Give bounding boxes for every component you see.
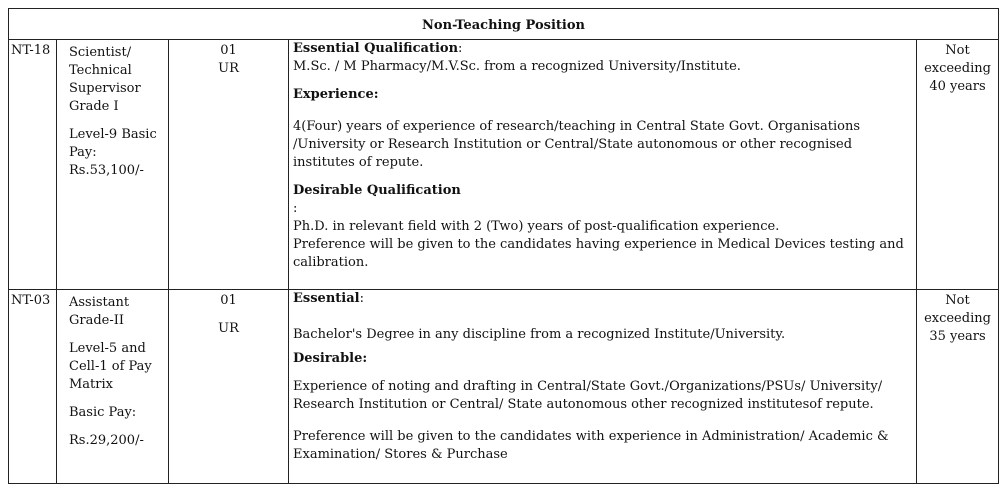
vacancy-count: 01	[220, 43, 237, 58]
table-header-row	[9, 9, 999, 40]
qualification-cell	[289, 40, 917, 290]
experience-line: institutes of repute.	[293, 155, 424, 170]
post-name-line: Grade-II	[69, 313, 125, 328]
essential-heading: Essential	[293, 291, 360, 306]
desirable-colon: :	[293, 201, 298, 216]
post-name-line: Assistant	[69, 295, 130, 310]
desirable-line: Ph.D. in relevant field with 2 (Two) years of post-qualification experience.	[293, 219, 780, 234]
basic-pay-value: Rs.29,200/-	[69, 433, 144, 448]
level-line: Level-5 and	[69, 341, 146, 356]
pay-line: Level-9 Basic	[69, 127, 157, 142]
desirable-heading: Desirable Qualification	[293, 183, 461, 198]
essential-text: Bachelor's Degree in any discipline from a recognized Institute/University.	[293, 327, 786, 342]
desirable-heading: Desirable:	[293, 351, 368, 366]
age-line: exceeding	[924, 61, 991, 76]
basic-pay-label: Basic Pay:	[69, 405, 137, 420]
essential-heading: Essential Qualification	[293, 41, 459, 56]
level-line: Cell-1 of Pay	[69, 359, 152, 374]
post-name-line: Technical	[69, 63, 132, 78]
level-line: Matrix	[69, 377, 113, 392]
post-name-line: Scientist/	[69, 45, 132, 60]
essential-text: M.Sc. / M Pharmacy/M.V.Sc. from a recognized University/Institute.	[293, 59, 741, 74]
post-code: NT-03	[9, 290, 57, 484]
desirable-line: Preference will be given to the candidates having experience in Medical Devices testing and	[293, 237, 904, 252]
post-name-cell	[57, 290, 169, 484]
age-line: Not	[945, 293, 970, 308]
table-row	[9, 40, 999, 290]
vacancy-cell	[169, 290, 289, 484]
experience-line: /University or Research Institution or Central/State autonomous or other recognised	[293, 137, 853, 152]
preference-line: Examination/ Stores & Purchase	[293, 447, 508, 462]
age-limit-cell	[917, 40, 999, 290]
vacancy-count: 01	[220, 293, 237, 308]
desirable-line: calibration.	[293, 255, 369, 270]
post-code: NT-18	[9, 40, 57, 290]
vacancy-cell	[169, 40, 289, 290]
age-limit-cell	[917, 290, 999, 484]
table-title: Non-Teaching Position	[9, 9, 999, 40]
preference-line: Preference will be given to the candidates with experience in Administration/ Academic &	[293, 429, 889, 444]
vacancy-category: UR	[218, 61, 239, 76]
age-line: 40 years	[929, 79, 986, 94]
positions-table	[8, 8, 999, 484]
post-name-line: Grade I	[69, 99, 119, 114]
essential-colon: :	[458, 41, 463, 56]
post-name-cell	[57, 40, 169, 290]
desirable-line: Experience of noting and drafting in Central/State Govt./Organizations/PSUs/ University/	[293, 379, 883, 394]
experience-line: 4(Four) years of experience of research/teaching in Central State Govt. Organisations	[293, 119, 861, 134]
post-name-line: Supervisor	[69, 81, 141, 96]
age-line: Not	[945, 43, 970, 58]
age-line: exceeding	[924, 311, 991, 326]
pay-line: Rs.53,100/-	[69, 163, 144, 178]
desirable-line: Research Institution or Central/ State autonomous other recognized institutesof repute.	[293, 397, 874, 412]
vacancy-category: UR	[218, 321, 239, 336]
age-line: 35 years	[929, 329, 986, 344]
qualification-cell	[289, 290, 917, 484]
experience-heading: Experience:	[293, 87, 379, 102]
pay-line: Pay:	[69, 145, 97, 160]
table-row	[9, 290, 999, 484]
essential-colon: :	[359, 291, 364, 306]
